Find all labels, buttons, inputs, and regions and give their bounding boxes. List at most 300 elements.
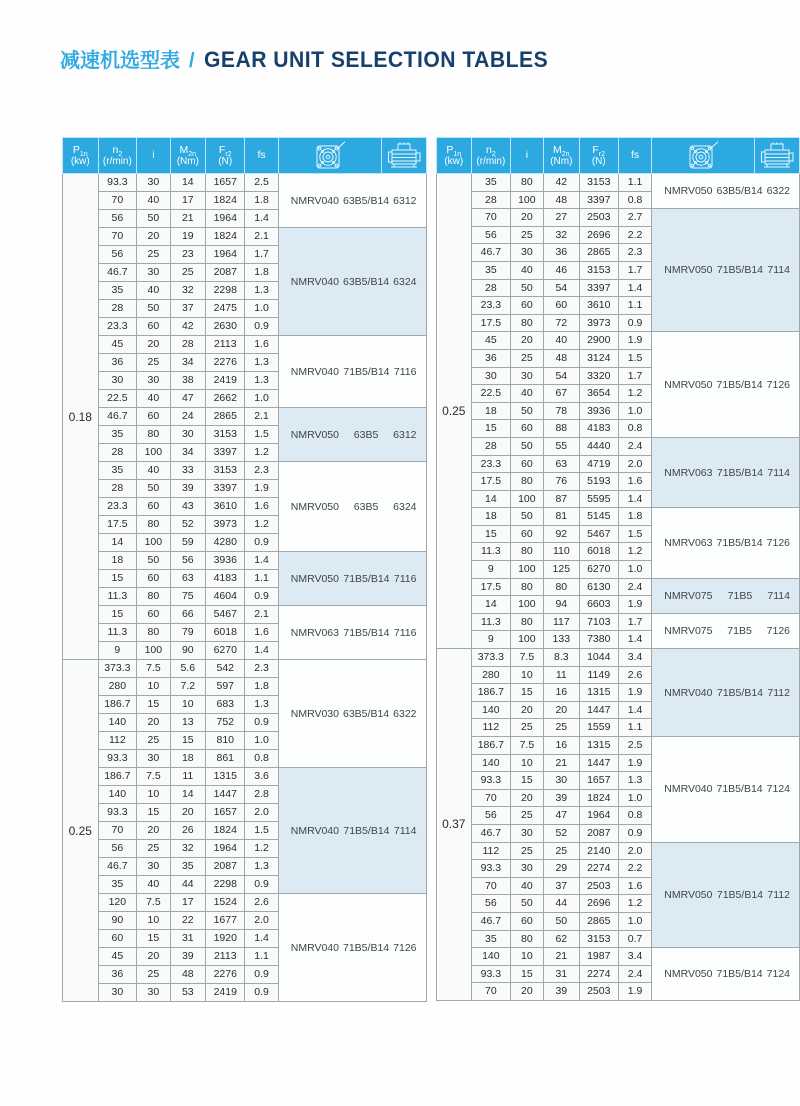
value-cell: 28 bbox=[98, 300, 137, 318]
model-designation bbox=[291, 627, 417, 639]
value-cell: 80 bbox=[510, 578, 543, 596]
value-cell: 48 bbox=[544, 349, 580, 367]
value-cell: 2274 bbox=[579, 860, 618, 878]
value-cell: 60 bbox=[510, 525, 543, 543]
value-cell: 4604 bbox=[206, 588, 245, 606]
value-cell: 2419 bbox=[206, 984, 245, 1002]
model-cell bbox=[652, 209, 800, 332]
column-header-symbol: $n_2$ bbox=[485, 143, 496, 158]
value-cell: 75 bbox=[170, 588, 206, 606]
model-name: NMRV050 bbox=[290, 500, 339, 513]
value-cell: 4183 bbox=[579, 420, 618, 438]
value-cell: 6018 bbox=[579, 543, 618, 561]
value-cell: 6018 bbox=[206, 624, 245, 642]
value-cell: 70 bbox=[472, 877, 511, 895]
value-cell: 18 bbox=[472, 402, 511, 420]
model-cell bbox=[278, 552, 426, 606]
value-cell: 2630 bbox=[206, 318, 245, 336]
header-row bbox=[63, 138, 427, 174]
bearing-code: 6322 bbox=[393, 707, 417, 720]
value-cell: 0.9 bbox=[245, 966, 278, 984]
value-cell: 5595 bbox=[579, 490, 618, 508]
value-cell: 100 bbox=[510, 191, 543, 209]
value-cell: 56 bbox=[98, 246, 137, 264]
model-designation bbox=[664, 783, 790, 795]
value-cell: 30 bbox=[137, 372, 170, 390]
value-cell: 62 bbox=[544, 930, 580, 948]
value-cell: 1.2 bbox=[618, 543, 651, 561]
value-cell: 1315 bbox=[579, 684, 618, 702]
value-cell: 35 bbox=[98, 462, 137, 480]
model-cell bbox=[652, 578, 800, 613]
value-cell: 1.9 bbox=[618, 684, 651, 702]
page-title bbox=[60, 44, 562, 73]
value-cell: 1.0 bbox=[245, 390, 278, 408]
value-cell: 48 bbox=[170, 966, 206, 984]
model-cell bbox=[278, 336, 426, 408]
flange-variant: 71B5/B14 bbox=[343, 365, 390, 378]
value-cell: 1.9 bbox=[618, 983, 651, 1001]
value-cell: 5.6 bbox=[170, 660, 206, 678]
value-cell: 25 bbox=[510, 807, 543, 825]
column-header-unit: (r/min) bbox=[476, 155, 506, 167]
value-cell: 186.7 bbox=[98, 696, 137, 714]
value-cell: 60 bbox=[137, 606, 170, 624]
value-cell: 0.9 bbox=[245, 984, 278, 1002]
value-cell: 35 bbox=[472, 261, 511, 279]
model-name: NMRV050 bbox=[664, 378, 713, 391]
value-cell: 1.2 bbox=[618, 385, 651, 403]
value-cell: 15 bbox=[137, 696, 170, 714]
value-cell: 140 bbox=[472, 948, 511, 966]
value-cell: 3610 bbox=[579, 297, 618, 315]
model-cell bbox=[652, 737, 800, 843]
table-body bbox=[436, 174, 800, 1001]
value-cell: 10 bbox=[510, 666, 543, 684]
model-cell bbox=[652, 437, 800, 507]
value-cell: 7.2 bbox=[170, 678, 206, 696]
value-cell: 60 bbox=[137, 408, 170, 426]
gear-unit-front-icon bbox=[279, 141, 381, 171]
table-row bbox=[63, 408, 427, 426]
value-cell: 93.3 bbox=[472, 772, 511, 790]
value-cell: 3936 bbox=[206, 552, 245, 570]
value-cell: 280 bbox=[98, 678, 137, 696]
value-cell: 1559 bbox=[579, 719, 618, 737]
value-cell: 40 bbox=[137, 462, 170, 480]
value-cell: 35 bbox=[472, 174, 511, 192]
value-cell: 120 bbox=[98, 894, 137, 912]
value-cell: 17 bbox=[170, 192, 206, 210]
value-cell: 35 bbox=[98, 876, 137, 894]
value-cell: 7.5 bbox=[510, 649, 543, 667]
value-cell: 3397 bbox=[206, 444, 245, 462]
value-cell: 54 bbox=[544, 279, 580, 297]
value-cell: 597 bbox=[206, 678, 245, 696]
value-cell: 30 bbox=[137, 858, 170, 876]
value-cell: 125 bbox=[544, 561, 580, 579]
value-cell: 46.7 bbox=[472, 824, 511, 842]
value-cell: 1657 bbox=[206, 804, 245, 822]
value-cell: 46.7 bbox=[472, 244, 511, 262]
value-cell: 1.7 bbox=[618, 261, 651, 279]
value-cell: 55 bbox=[544, 437, 580, 455]
value-cell: 2113 bbox=[206, 948, 245, 966]
model-designation bbox=[291, 429, 417, 441]
value-cell: 14 bbox=[472, 596, 511, 614]
gearbox-header-cell bbox=[652, 138, 755, 174]
value-cell: 24 bbox=[170, 408, 206, 426]
table-row bbox=[436, 578, 800, 596]
value-cell: 7103 bbox=[579, 613, 618, 631]
value-cell: 18 bbox=[170, 750, 206, 768]
column-header-m2n bbox=[170, 138, 206, 174]
value-cell: 2.5 bbox=[618, 737, 651, 755]
value-cell: 3654 bbox=[579, 385, 618, 403]
value-cell: 11 bbox=[170, 768, 206, 786]
value-cell: 7.5 bbox=[137, 660, 170, 678]
flange-variant: 71B5/B14 bbox=[716, 264, 763, 277]
value-cell: 2.0 bbox=[245, 912, 278, 930]
value-cell: 45 bbox=[98, 948, 137, 966]
bearing-code: 7126 bbox=[766, 378, 790, 391]
value-cell: 9 bbox=[472, 631, 511, 649]
value-cell: 25 bbox=[510, 226, 543, 244]
flange-variant: 63B5/B14 bbox=[343, 194, 390, 207]
value-cell: 6270 bbox=[206, 642, 245, 660]
value-cell: 4719 bbox=[579, 455, 618, 473]
value-cell: 14 bbox=[170, 786, 206, 804]
value-cell: 80 bbox=[510, 543, 543, 561]
value-cell: 80 bbox=[544, 578, 580, 596]
flange-variant: 63B5/B14 bbox=[716, 185, 763, 198]
value-cell: 56 bbox=[98, 840, 137, 858]
value-cell: 9 bbox=[472, 561, 511, 579]
value-cell: 27 bbox=[544, 209, 580, 227]
value-cell: 28 bbox=[472, 191, 511, 209]
bearing-code: 7124 bbox=[766, 783, 790, 796]
motor-header-cell bbox=[381, 138, 426, 174]
value-cell: 25 bbox=[137, 354, 170, 372]
value-cell: 186.7 bbox=[472, 684, 511, 702]
value-cell: 117 bbox=[544, 613, 580, 631]
model-designation bbox=[291, 708, 417, 720]
value-cell: 80 bbox=[137, 516, 170, 534]
value-cell: 0.9 bbox=[245, 714, 278, 732]
value-cell: 47 bbox=[170, 390, 206, 408]
value-cell: 1.1 bbox=[618, 719, 651, 737]
value-cell: 2087 bbox=[206, 858, 245, 876]
model-cell bbox=[652, 649, 800, 737]
value-cell: 60 bbox=[544, 297, 580, 315]
value-cell: 2140 bbox=[579, 842, 618, 860]
value-cell: 1315 bbox=[579, 737, 618, 755]
value-cell: 2503 bbox=[579, 209, 618, 227]
value-cell: 3397 bbox=[206, 480, 245, 498]
value-cell: 81 bbox=[544, 508, 580, 526]
value-cell: 1.6 bbox=[245, 336, 278, 354]
value-cell: 32 bbox=[544, 226, 580, 244]
flange-variant: 71B5/B14 bbox=[716, 783, 763, 796]
value-cell: 44 bbox=[544, 895, 580, 913]
value-cell: 1.5 bbox=[618, 349, 651, 367]
value-cell: 5467 bbox=[579, 525, 618, 543]
gearbox-header-cell bbox=[278, 138, 381, 174]
value-cell: 30 bbox=[510, 367, 543, 385]
value-cell: 45 bbox=[98, 336, 137, 354]
value-cell: 10 bbox=[137, 786, 170, 804]
value-cell: 2503 bbox=[579, 983, 618, 1001]
bearing-code: 7114 bbox=[767, 264, 790, 277]
value-cell: 2900 bbox=[579, 332, 618, 350]
value-cell: 40 bbox=[510, 261, 543, 279]
selection-tables bbox=[62, 137, 800, 1002]
value-cell: 1.3 bbox=[245, 372, 278, 390]
value-cell: 38 bbox=[170, 372, 206, 390]
table-row bbox=[436, 842, 800, 860]
flange-variant: 71B5/B14 bbox=[343, 941, 390, 954]
value-cell: 0.7 bbox=[618, 930, 651, 948]
table-header bbox=[436, 138, 800, 174]
column-header-symbol: $n_2$ bbox=[112, 143, 123, 158]
value-cell: 2087 bbox=[206, 264, 245, 282]
value-cell: 100 bbox=[137, 444, 170, 462]
value-cell: 0.8 bbox=[245, 750, 278, 768]
value-cell: 186.7 bbox=[98, 768, 137, 786]
value-cell: 14 bbox=[472, 490, 511, 508]
value-cell: 50 bbox=[544, 912, 580, 930]
value-cell: 1657 bbox=[579, 772, 618, 790]
value-cell: 11.3 bbox=[98, 624, 137, 642]
value-cell: 22.5 bbox=[472, 385, 511, 403]
value-cell: 15 bbox=[510, 965, 543, 983]
value-cell: 50 bbox=[137, 552, 170, 570]
model-name: NMRV050 bbox=[664, 888, 713, 901]
value-cell: 0.8 bbox=[618, 191, 651, 209]
value-cell: 6270 bbox=[579, 561, 618, 579]
value-cell: 23.3 bbox=[98, 318, 137, 336]
value-cell: 1.2 bbox=[245, 516, 278, 534]
column-header-unit: (kw) bbox=[70, 155, 90, 167]
value-cell: 40 bbox=[510, 877, 543, 895]
value-cell: 34 bbox=[170, 354, 206, 372]
value-cell: 60 bbox=[510, 420, 543, 438]
value-cell: 28 bbox=[98, 444, 137, 462]
value-cell: 52 bbox=[170, 516, 206, 534]
value-cell: 56 bbox=[98, 210, 137, 228]
table-row bbox=[436, 209, 800, 227]
electric-motor-icon bbox=[755, 142, 799, 170]
value-cell: 3973 bbox=[206, 516, 245, 534]
value-cell: 40 bbox=[137, 390, 170, 408]
value-cell: 17.5 bbox=[472, 314, 511, 332]
column-header-symbol: fs bbox=[257, 149, 266, 162]
value-cell: 7.5 bbox=[510, 737, 543, 755]
value-cell: 1.8 bbox=[245, 678, 278, 696]
value-cell: 1.3 bbox=[245, 858, 278, 876]
value-cell: 5145 bbox=[579, 508, 618, 526]
value-cell: 2.0 bbox=[618, 455, 651, 473]
value-cell: 2865 bbox=[579, 912, 618, 930]
bearing-code: 6324 bbox=[393, 275, 417, 288]
table-row bbox=[436, 737, 800, 755]
flange-variant: 63B5/B14 bbox=[343, 707, 390, 720]
table-row bbox=[63, 894, 427, 912]
table-body bbox=[63, 174, 427, 1002]
value-cell: 35 bbox=[98, 426, 137, 444]
value-cell: 18 bbox=[472, 508, 511, 526]
value-cell: 100 bbox=[137, 534, 170, 552]
value-cell: 2419 bbox=[206, 372, 245, 390]
value-cell: 2.4 bbox=[618, 578, 651, 596]
value-cell: 35 bbox=[98, 282, 137, 300]
bearing-code: 7112 bbox=[767, 686, 790, 699]
value-cell: 21 bbox=[544, 754, 580, 772]
model-name: NMRV075 bbox=[664, 589, 713, 602]
value-cell: 20 bbox=[510, 789, 543, 807]
value-cell: 43 bbox=[170, 498, 206, 516]
bearing-code: 7112 bbox=[767, 888, 790, 901]
flange-variant: 71B5/B14 bbox=[716, 888, 763, 901]
value-cell: 810 bbox=[206, 732, 245, 750]
value-cell: 39 bbox=[544, 789, 580, 807]
value-cell: 1.4 bbox=[618, 631, 651, 649]
flange-variant: 63B5 bbox=[353, 428, 379, 441]
model-name: NMRV075 bbox=[664, 624, 713, 637]
motor-header-cell bbox=[755, 138, 800, 174]
flange-variant: 71B5/B14 bbox=[716, 536, 763, 549]
column-header-symbol: i bbox=[525, 149, 529, 162]
value-cell: 30 bbox=[510, 860, 543, 878]
value-cell: 1315 bbox=[206, 768, 245, 786]
value-cell: 90 bbox=[98, 912, 137, 930]
value-cell: 25 bbox=[137, 246, 170, 264]
value-cell: 70 bbox=[472, 209, 511, 227]
value-cell: 15 bbox=[98, 606, 137, 624]
value-cell: 46.7 bbox=[98, 858, 137, 876]
value-cell: 21 bbox=[544, 948, 580, 966]
value-cell: 22 bbox=[170, 912, 206, 930]
model-designation bbox=[291, 573, 417, 585]
value-cell: 37 bbox=[544, 877, 580, 895]
column-header-unit: (Nm) bbox=[176, 155, 199, 167]
value-cell: 10 bbox=[137, 678, 170, 696]
model-cell bbox=[278, 606, 426, 660]
value-cell: 5193 bbox=[579, 473, 618, 491]
model-name: NMRV040 bbox=[664, 686, 713, 699]
value-cell: 46.7 bbox=[98, 264, 137, 282]
value-cell: 39 bbox=[170, 948, 206, 966]
value-cell: 2696 bbox=[579, 895, 618, 913]
value-cell: 11.3 bbox=[472, 613, 511, 631]
value-cell: 25 bbox=[170, 264, 206, 282]
bearing-code: 6312 bbox=[393, 194, 417, 207]
value-cell: 80 bbox=[137, 624, 170, 642]
flange-variant: 71B5/B14 bbox=[716, 686, 763, 699]
value-cell: 30 bbox=[510, 824, 543, 842]
value-cell: 46 bbox=[544, 261, 580, 279]
value-cell: 1.9 bbox=[618, 332, 651, 350]
value-cell: 15 bbox=[137, 804, 170, 822]
value-cell: 112 bbox=[472, 719, 511, 737]
model-designation bbox=[664, 264, 790, 276]
value-cell: 3320 bbox=[579, 367, 618, 385]
value-cell: 1524 bbox=[206, 894, 245, 912]
value-cell: 1.6 bbox=[618, 877, 651, 895]
value-cell: 3397 bbox=[579, 279, 618, 297]
value-cell: 93.3 bbox=[98, 804, 137, 822]
value-cell: 7.5 bbox=[137, 768, 170, 786]
value-cell: 3.4 bbox=[618, 948, 651, 966]
value-cell: 50 bbox=[510, 279, 543, 297]
value-cell: 3.4 bbox=[618, 649, 651, 667]
value-cell: 25 bbox=[510, 349, 543, 367]
model-designation bbox=[664, 185, 790, 197]
value-cell: 92 bbox=[544, 525, 580, 543]
value-cell: 14 bbox=[170, 174, 206, 192]
value-cell: 2.3 bbox=[245, 660, 278, 678]
value-cell: 1.6 bbox=[245, 624, 278, 642]
value-cell: 30 bbox=[170, 426, 206, 444]
value-cell: 93.3 bbox=[472, 965, 511, 983]
value-cell: 3153 bbox=[206, 426, 245, 444]
value-cell: 39 bbox=[170, 480, 206, 498]
value-cell: 50 bbox=[510, 437, 543, 455]
value-cell: 1.1 bbox=[245, 948, 278, 966]
header-row bbox=[436, 138, 800, 174]
value-cell: 11.3 bbox=[472, 543, 511, 561]
value-cell: 1.2 bbox=[245, 444, 278, 462]
table-row bbox=[63, 606, 427, 624]
value-cell: 16 bbox=[544, 684, 580, 702]
model-name: NMRV040 bbox=[290, 365, 339, 378]
value-cell: 2298 bbox=[206, 876, 245, 894]
value-cell: 1.4 bbox=[245, 552, 278, 570]
model-name: NMRV040 bbox=[290, 194, 339, 207]
value-cell: 88 bbox=[544, 420, 580, 438]
value-cell: 66 bbox=[170, 606, 206, 624]
power-cell: 0.25 bbox=[436, 174, 472, 649]
value-cell: 10 bbox=[137, 912, 170, 930]
value-cell: 20 bbox=[170, 804, 206, 822]
value-cell: 1.3 bbox=[618, 772, 651, 790]
value-cell: 2274 bbox=[579, 965, 618, 983]
model-cell bbox=[652, 174, 800, 209]
value-cell: 40 bbox=[137, 282, 170, 300]
value-cell: 15 bbox=[98, 570, 137, 588]
model-cell bbox=[278, 462, 426, 552]
value-cell: 17.5 bbox=[472, 473, 511, 491]
value-cell: 100 bbox=[510, 490, 543, 508]
column-header-unit: (kw) bbox=[444, 155, 464, 167]
value-cell: 0.9 bbox=[245, 534, 278, 552]
bearing-code: 7124 bbox=[766, 968, 790, 981]
value-cell: 50 bbox=[137, 300, 170, 318]
value-cell: 3153 bbox=[579, 174, 618, 192]
value-cell: 32 bbox=[170, 282, 206, 300]
value-cell: 861 bbox=[206, 750, 245, 768]
table-row bbox=[63, 336, 427, 354]
value-cell: 2.5 bbox=[245, 174, 278, 192]
value-cell: 2276 bbox=[206, 354, 245, 372]
model-name: NMRV063 bbox=[664, 536, 713, 549]
value-cell: 52 bbox=[544, 824, 580, 842]
value-cell: 30 bbox=[98, 372, 137, 390]
model-cell bbox=[278, 768, 426, 894]
value-cell: 1.9 bbox=[618, 596, 651, 614]
value-cell: 63 bbox=[170, 570, 206, 588]
table-row bbox=[436, 613, 800, 631]
